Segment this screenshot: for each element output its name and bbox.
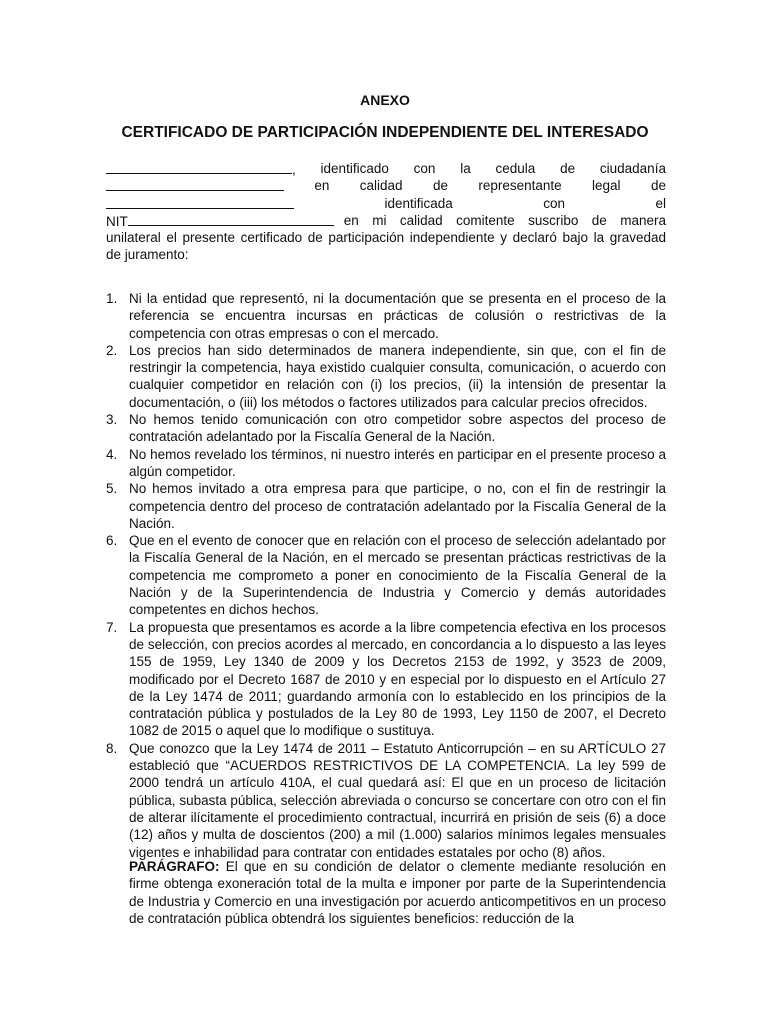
nit-blank-field[interactable]: [128, 212, 334, 226]
list-item: 5. No hemos invitado a otra empresa para que participe, o no, con el fin de restringir la competencia dentro del proceso de contratación adelantado por la Fiscalía General de la Nación.: [106, 481, 666, 531]
list-item: 4. No hemos revelado los términos, ni nuestro interés en participar en el presente proceso a algún competidor.: [106, 446, 666, 479]
nit-label: NIT: [106, 213, 128, 229]
company-blank-field[interactable]: [106, 195, 294, 212]
paragraph-label: PARÁGRAFO:: [129, 859, 220, 874]
id-number-blank-field[interactable]: [106, 177, 284, 194]
intro-line-2: en calidad de representante legal de: [106, 177, 666, 194]
list-item: 7. La propuesta que presentamos es acorde a la libre competencia efectiva en los procesos de selección, con precios acordes al mercado, en concordancia a lo dispuesto a las leyes 155 de 1959, Ley 1340 de 2009 y los Decretos 2153 de 1992, y 3523 de 2009, modificado por el Decreto 1687 de 2010 y en especial por lo dispuesto en el Artículo 27 de la Ley 1474 de 2011; guardando armonía con lo establecido en los principios de la contratación pública y postulados de la Ley 80 de 1993, Ley 1150 de 2007, el Decreto 1082 de 2015 o aquel que lo modifique o sustituya.: [106, 619, 666, 739]
paragraph-text: El que en su condición de delator o clemente mediante resolución en firme obtenga exoneración total de la multa e imponer por parte de la Superintendencia de Industria y Comercio en una investigación por acuerdo anticompetitivos en un proceso de contratación pública obtendrá los siguientes beneficios: reducción de la: [129, 859, 666, 926]
list-item: 3. No hemos tenido comunicación con otro competidor sobre aspectos del proceso de contratación adelantado por la Fiscalía General de la Nación.: [106, 412, 666, 445]
annex-heading: ANEXO: [360, 92, 410, 108]
declaration-list: [106, 290, 666, 861]
list-item: 8. Que conozco que la Ley 1474 de 2011 – Estatuto Anticorrupción – en su ARTÍCULO 27 estableció que “ACUERDOS RESTRICTIVOS DE LA COMPETENCIA. La ley 599 de 2000 tendrá un artículo 410A, el cual quedará así: El que en un proceso de licitación pública, subasta pública, selección abreviada o concurso se concertare con otro con el fin de alterar ilícitamente el procedimiento contractual, incurrirá en prisión de seis (6) a doce (12) años y multa de doscientos (200) a mil (1.000) salarios mínimos legales mensuales vigentes e inhabilidad para contratar con entidades estatales por ocho (8) años.: [106, 740, 666, 860]
list-item: 1. Ni la entidad que representó, ni la documentación que se presenta en el proceso de la referencia se encuentra incursas en prácticas de colusión o restrictivas de la competencia con otras empresas o con el mercado.: [106, 291, 666, 341]
intro-line-3: identificada con el: [106, 195, 666, 212]
name-blank-field[interactable]: ,: [106, 160, 296, 177]
intro-line-1: , identificado con la cedula de ciudadanía: [106, 160, 666, 177]
certificate-title: CERTIFICADO DE PARTICIPACIÓN INDEPENDIENTE DEL INTERESADO: [121, 124, 649, 141]
list-item: 6. Que en el evento de conocer que en relación con el proceso de selección adelantado por la Fiscalía General de la Nación, en el mercado se presentan prácticas restrictivas de la competencia me comprometo a poner en conocimiento de la Fiscalía General de la Nación y de la Superintendencia de Industria y Comercio y demás autoridades competentes en dichos hechos.: [106, 533, 666, 618]
intro-line-6: de juramento:: [106, 247, 189, 263]
intro-declaration: [106, 160, 666, 264]
list-item: 2. Los precios han sido determinados de manera independiente, sin que, con el fin de restringir la competencia, haya existido cualquier consulta, comunicación, o acuerdo con cualquier competidor en relación con (i) los precios, (ii) la intensión de presentar la documentación, o (iii) los métodos o factores utilizados para calcular precios ofrecidos.: [106, 342, 666, 410]
intro-line-5: unilateral el presente certificado de participación independiente y declaró bajo la gravedad: [106, 230, 666, 246]
paragraph-clause: [129, 858, 666, 927]
intro-line-4: NIT en mi calidad comitente suscribo de manera: [106, 212, 666, 229]
